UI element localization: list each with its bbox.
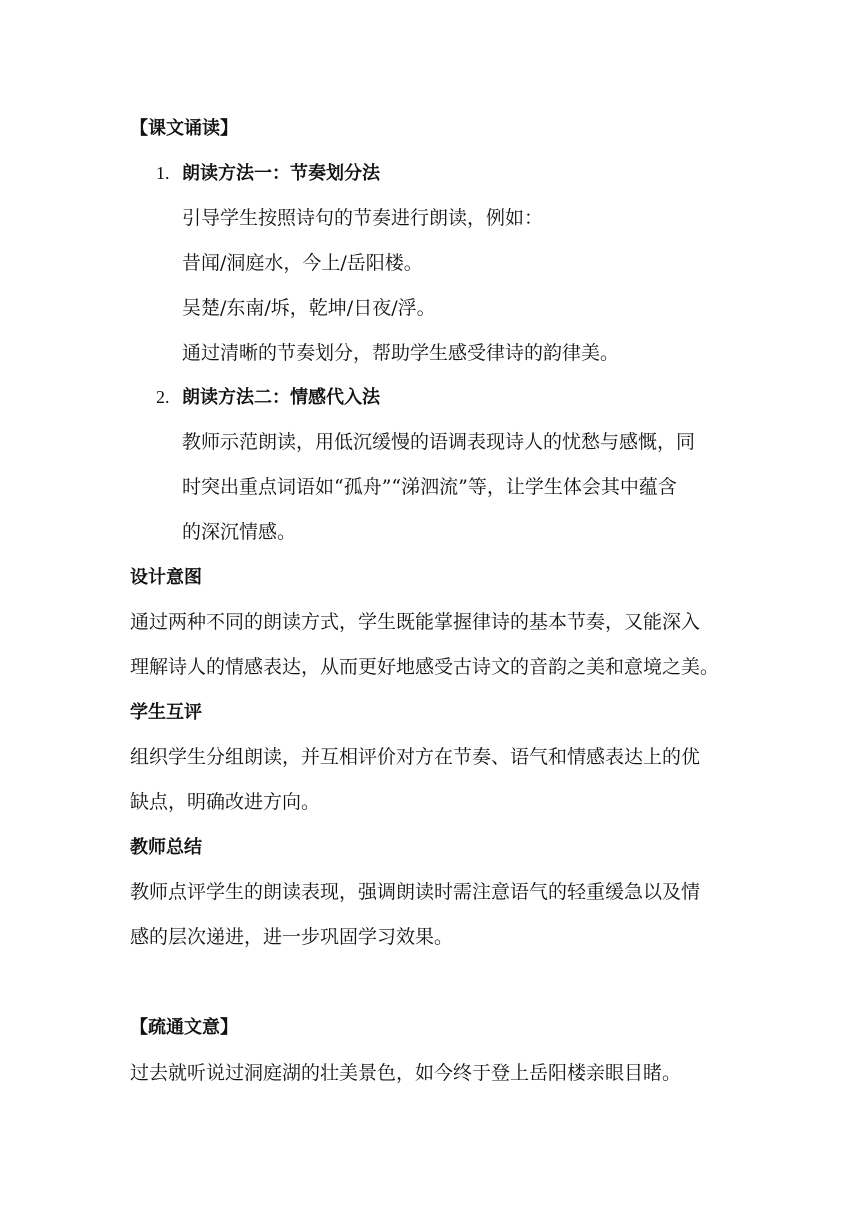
paragraph-line: 理解诗人的情感表达，从而更好地感受古诗文的音韵之美和意境之美。 (130, 656, 720, 678)
paragraph-line: 过去就听说过洞庭湖的壮美景色，如今终于登上岳阳楼亲眼目睹。 (130, 1062, 682, 1084)
method-one-title (156, 161, 380, 186)
paragraph-line: 通过两种不同的朗读方式，学生既能掌握律诗的基本节奏，又能深入 (130, 611, 701, 633)
poem-line: 昔闻/洞庭水，今上/岳阳楼。 (182, 252, 423, 274)
teacher-summary-heading: 教师总结 (130, 837, 202, 858)
list-number: 2. (156, 387, 170, 407)
method-two-title (156, 385, 380, 410)
paragraph-line: 时突出重点词语如“孤舟”“涕泗流”等，让学生体会其中蕴含 (182, 476, 677, 498)
paragraph-line: 教师示范朗读，用低沉缓慢的语调表现诗人的忧愁与感慨，同 (182, 431, 696, 453)
peer-review-heading: 学生互评 (130, 702, 202, 723)
paragraph-line: 缺点，明确改进方向。 (130, 791, 321, 813)
paragraph-line: 教师点评学生的朗读表现，强调朗读时需注意语气的轻重缓急以及情 (130, 881, 701, 903)
paragraph-line: 通过清晰的节奏划分，帮助学生感受律诗的韵律美。 (182, 342, 620, 364)
poem-line: 吴楚/东南/坼，乾坤/日夜/浮。 (182, 297, 436, 319)
list-number: 1. (156, 163, 170, 183)
paragraph-line: 引导学生按照诗句的节奏进行朗读，例如： (182, 207, 544, 229)
list-item-title: 朗读方法二：情感代入法 (182, 387, 380, 408)
paragraph-line: 的深沉情感。 (182, 521, 297, 543)
paragraph-line: 组织学生分组朗读，并互相评价对方在节奏、语气和情感表达上的优 (130, 746, 701, 768)
design-intent-heading: 设计意图 (130, 567, 202, 588)
section-heading-recitation: 【课文诵读】 (130, 118, 238, 139)
section-heading-meaning: 【疏通文意】 (130, 1017, 238, 1038)
list-item-title: 朗读方法一：节奏划分法 (182, 163, 380, 184)
paragraph-line: 感的层次递进，进一步巩固学习效果。 (130, 926, 454, 948)
